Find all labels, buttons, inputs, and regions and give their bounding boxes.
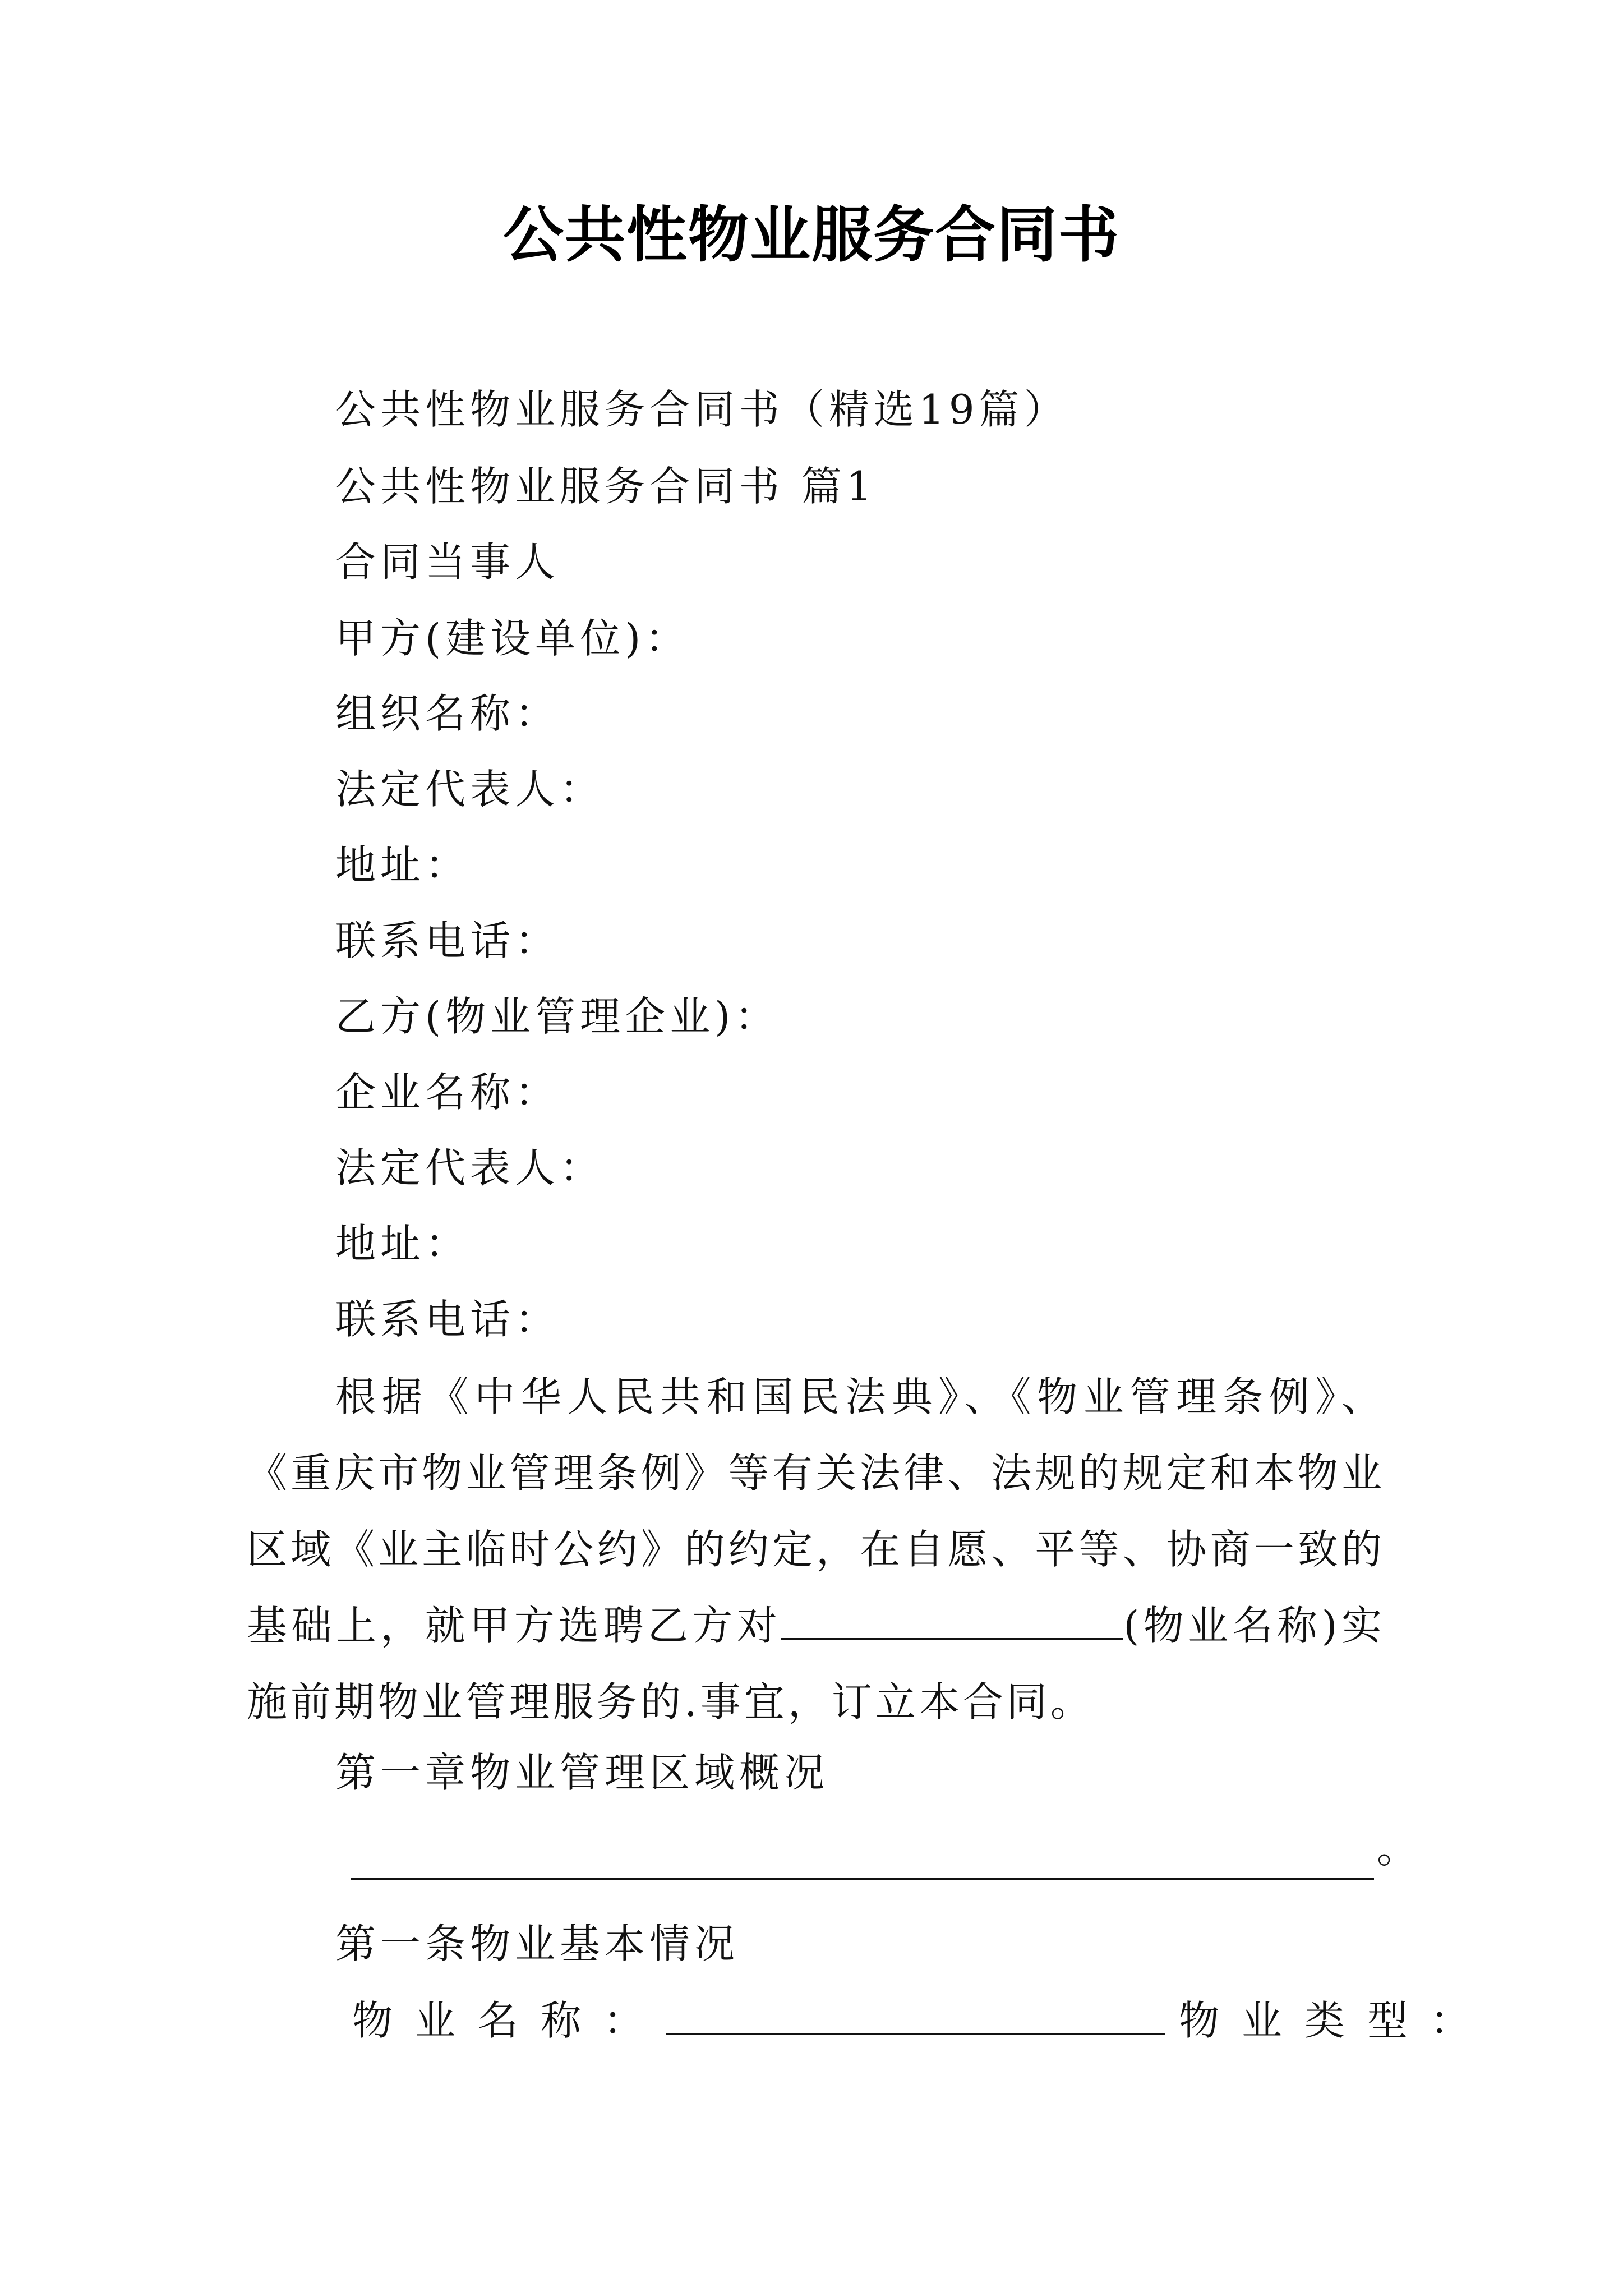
party-b-company-name-label: 企业名称： [335, 1069, 560, 1116]
party-b-legal-rep-label: 法定代表人： [335, 1144, 605, 1191]
party-a-org-name-label: 组织名称： [335, 690, 560, 737]
chapter1-blank-period: 。 [1377, 1825, 1418, 1872]
party-b-address-label: 地址： [335, 1220, 471, 1267]
parties-heading: 合同当事人 [335, 539, 560, 586]
party-a-legal-rep-label: 法定代表人： [335, 766, 605, 813]
section-label: 公共性物业服务合同书 篇1 [335, 463, 877, 510]
party-a-phone-label: 联系电话： [335, 917, 560, 964]
property-name-blank [781, 1604, 1123, 1640]
party-a-address-label: 地址： [335, 841, 471, 889]
preamble-text-part2: (物业名称)实施前期物业管理服务的.事宜，订立本合同。 [247, 1602, 1385, 1726]
property-type-label: 物业类型： [1179, 1997, 1493, 2044]
preamble-text-part1: 根据《中华人民共和国民法典》、《物业管理条例》、《重庆市物业管理条例》等有关法律、法规的规定和本物业区域《业主临时公约》的约定，在自愿、平等、协商一致的基础上，就甲方选聘乙方对 [247, 1373, 1385, 1649]
party-b-phone-label: 联系电话： [335, 1296, 560, 1343]
article1-title: 第一条物业基本情况 [335, 1920, 740, 1967]
party-b-heading: 乙方(物业管理企业)： [335, 993, 780, 1040]
chapter1-title: 第一章物业管理区域概况 [335, 1749, 829, 1796]
property-info-row [352, 1993, 1493, 2049]
document-subtitle: 公共性物业服务合同书（精选19篇） [335, 386, 1069, 433]
preamble-paragraph [247, 1359, 1385, 1740]
party-a-heading: 甲方(建设单位)： [335, 615, 690, 662]
document-title: 公共性物业服务合同书 [502, 200, 1120, 270]
property-name-field-blank [666, 2000, 1165, 2035]
property-name-label: 物业名称： [352, 1997, 667, 2044]
chapter1-overview-blank [351, 1846, 1374, 1880]
